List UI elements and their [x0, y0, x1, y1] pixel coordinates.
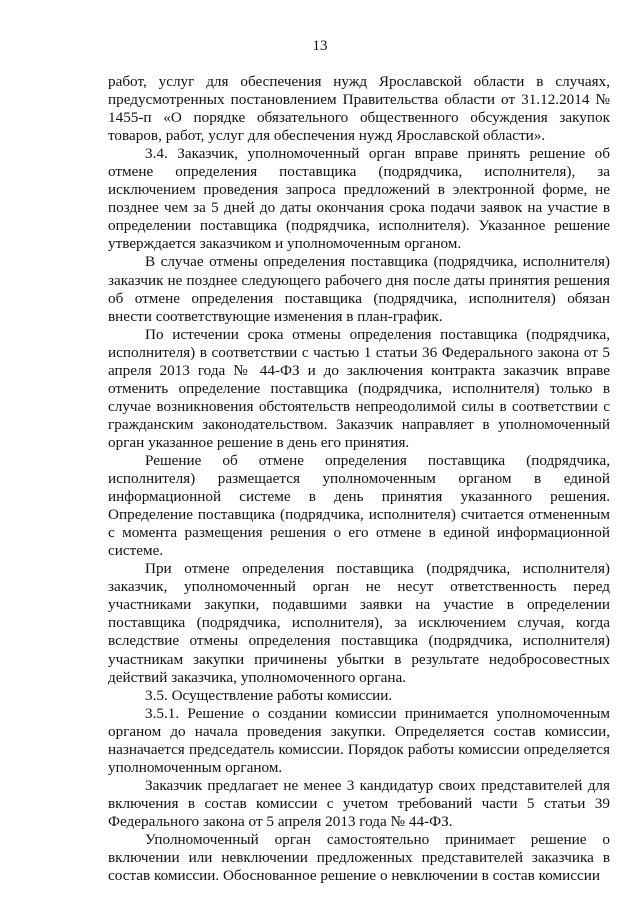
- paragraph: Уполномоченный орган самостоятельно принимает решение о включении или невключении предложенных представителей заказчика в состав комиссии. Обоснованное решение о невключении в состав комиссии: [108, 830, 610, 885]
- paragraph: В случае отмены определения поставщика (подрядчика, исполнителя) заказчик не позднее следующего рабочего дня после даты принятия решения об отмене определения поставщика (подрядчика, исполнителя) обязан внести соответствующие изменения в план-график.: [108, 253, 610, 325]
- paragraph: Заказчик предлагает не менее 3 кандидатур своих представителей для включения в состав комиссии с учетом требований части 5 статьи 39 Федерального закона от 5 апреля 2013 года № 44-ФЗ.: [108, 776, 610, 830]
- paragraph: 3.5. Осуществление работы комиссии.: [145, 686, 393, 704]
- paragraph: 3.4. Заказчик, уполномоченный орган вправе принять решение об отмене определения поставщика (подрядчика, исполнителя), за исключением проведения запроса предложений в электронной форме, не позднее чем за 5 дней до даты окончания срока подачи заявок на участие в определении поставщика (подрядчика, исполнителя). Указанное решение утверждается заказчиком и уполномоченным органом.: [108, 145, 610, 253]
- page-number: 13: [312, 38, 328, 54]
- paragraph: Решение об отмене определения поставщика (подрядчика, исполнителя) размещается уполномоченным органом в единой информационной системе в день принятия указанного решения. Определение поставщика (подрядчика, исполнителя) считается отмененным с момента размещения решения о его отмене в единой информационной системе.: [108, 451, 610, 560]
- paragraph: По истечении срока отмены определения поставщика (подрядчика, исполнителя) в соответствии с частью 1 статьи 36 Федерального закона от 5 апреля 2013 года № 44-ФЗ и до заключения контракта заказчик вправе отменить определение поставщика (подрядчика, исполнителя) только в случае возникновения обстоятельств непреодолимой силы в соответствии с гражданским законодательством. Заказчик направляет в уполномоченный орган указанное решение в день его принятия.: [108, 325, 610, 451]
- paragraph: При отмене определения поставщика (подрядчика, исполнителя) заказчик, уполномоченный орган не несут ответственность перед участниками закупки, подавшими заявки на участие в определении поставщика (подрядчика, исполнителя), за исключением случая, когда вследствие отмены определения поставщика (подрядчика, исполнителя) участникам закупки причинены убытки в результате недобросовестных действий заказчика, уполномоченного органа.: [108, 560, 610, 686]
- paragraph: работ, услуг для обеспечения нужд Ярославской области в случаях, предусмотренных постановлением Правительства области от 31.12.2014 № 1455-п «О порядке обязательного общественного обсуждения закупок товаров, работ, услуг для обеспечения нужд Ярославской области».: [108, 73, 610, 145]
- document-body: [108, 73, 610, 885]
- paragraph: 3.5.1. Решение о создании комиссии принимается уполномоченным органом до начала проведения закупки. Определяется состав комиссии, назначается председатель комиссии. Порядок работы комиссии определяется уполномоченным органом.: [108, 704, 610, 776]
